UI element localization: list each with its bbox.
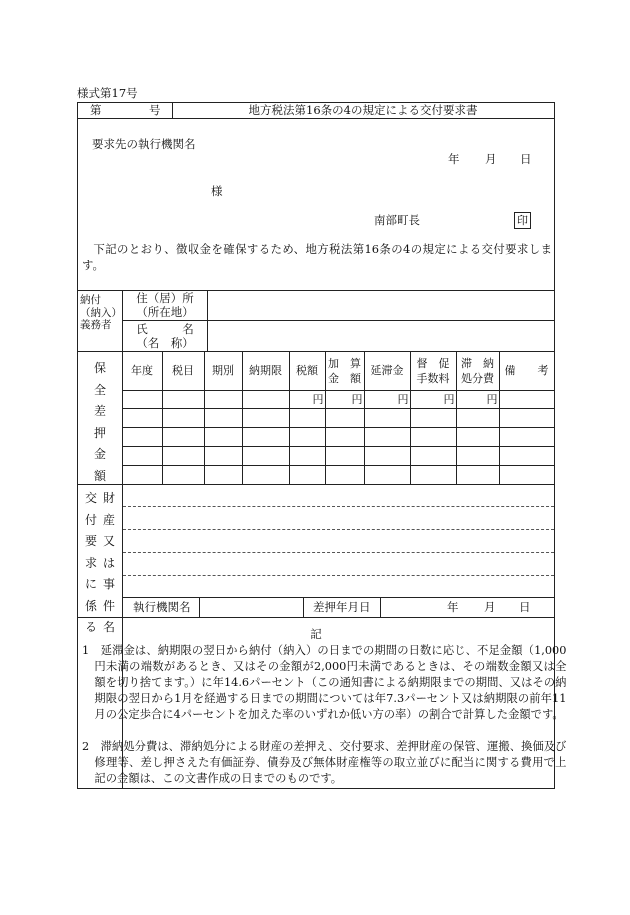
note-item-1: 1 延滞金は、納期限の翌日から納付（納入）の日までの期間の日数に応じ、不足金額（1,000円未満の端数があるとき、又はその金額が2,000円未満であるときは、その端数金額又は全額を切り捨てます。）に年14.6パーセント（この通知書による納期限までの期間、又はその納期限の翌日から1月を経過する日までの期間については年7.3パーセント又は納期限の前年11月の公定歩合に4パーセントを加えた率のいずれか低い方の率）の割合で計算した金額です。 [82, 644, 567, 721]
seizure-month: 月 [484, 600, 496, 614]
col-header-fiscal-year: 年度 [131, 364, 153, 377]
address-label: 住（居）所 [136, 291, 194, 305]
date-day: 日 [520, 152, 532, 166]
col-header-remarks: 備 考 [504, 364, 549, 377]
seizure-year: 年 [447, 600, 459, 614]
col-header-surcharge: 加 算 [328, 357, 361, 370]
intro-text: 下記のとおり、徴収金を確保するため、地方税法第16条の4の規定による交付要求します。 [82, 242, 552, 272]
col-header-disposition-cost-sub: 処分費 [461, 372, 494, 385]
col-header-due-date: 納期限 [249, 364, 282, 377]
col-header-late-fee: 延滞金 [370, 364, 404, 377]
seal-mark: 印 [514, 212, 531, 229]
unit-yen-dunning: 円 [443, 393, 455, 406]
addressee-label: 要求先の執行機関名 [92, 137, 196, 151]
col-header-surcharge-sub: 金 額 [328, 372, 361, 385]
honorific-sama: 様 [211, 184, 223, 198]
col-header-dunning-fee-sub: 手数料 [416, 372, 450, 385]
col-header-dunning-fee: 督 促 [416, 357, 450, 370]
property-side-label-1: 交付要求に係る [84, 491, 97, 634]
col-header-disposition-cost: 滞 納 [461, 357, 494, 370]
unit-yen-tax: 円 [312, 393, 324, 406]
form-title: 地方税法第16条の4の規定による交付要求書 [248, 103, 478, 117]
preservation-side-label: 保全差押金額 [93, 361, 106, 483]
taxpayer-side-label: 納付（納入）義務者 [80, 294, 117, 331]
col-header-period: 期別 [212, 364, 234, 377]
form-number: 様式第17号 [77, 86, 138, 100]
note-item-2: 2 滞納処分費は、滞納処分による財産の差押え、交付要求、差押財産の保管、運搬、換価及び修理等、差し押さえた有価証券、債券及び無体財産権等の取立並びに配当に関する費用で上記の金額は、この文書作成の日までのものです。 [82, 740, 567, 785]
seizure-date-label: 差押年月日 [313, 600, 371, 614]
unit-yen-disposition: 円 [486, 393, 498, 406]
notes-heading: 記 [310, 627, 322, 641]
unit-yen-late-fee: 円 [397, 393, 409, 406]
header-dai: 第 [90, 103, 102, 117]
property-side-label-2: 財産又は事件名 [102, 491, 115, 634]
date-month: 月 [485, 152, 497, 166]
unit-yen-surcharge: 円 [351, 393, 363, 406]
date-year: 年 [448, 152, 460, 166]
sender-name: 南部町長 [374, 213, 420, 227]
agency-label: 執行機関名 [133, 600, 191, 614]
address-label-sub: （所在地） [136, 305, 194, 319]
col-header-tax-item: 税目 [172, 364, 194, 377]
header-go: 号 [149, 103, 161, 117]
name-label: 氏 名 [136, 322, 194, 336]
seizure-day: 日 [519, 600, 531, 614]
col-header-tax-amount: 税額 [296, 364, 318, 377]
name-label-sub: （名 称） [136, 336, 194, 350]
